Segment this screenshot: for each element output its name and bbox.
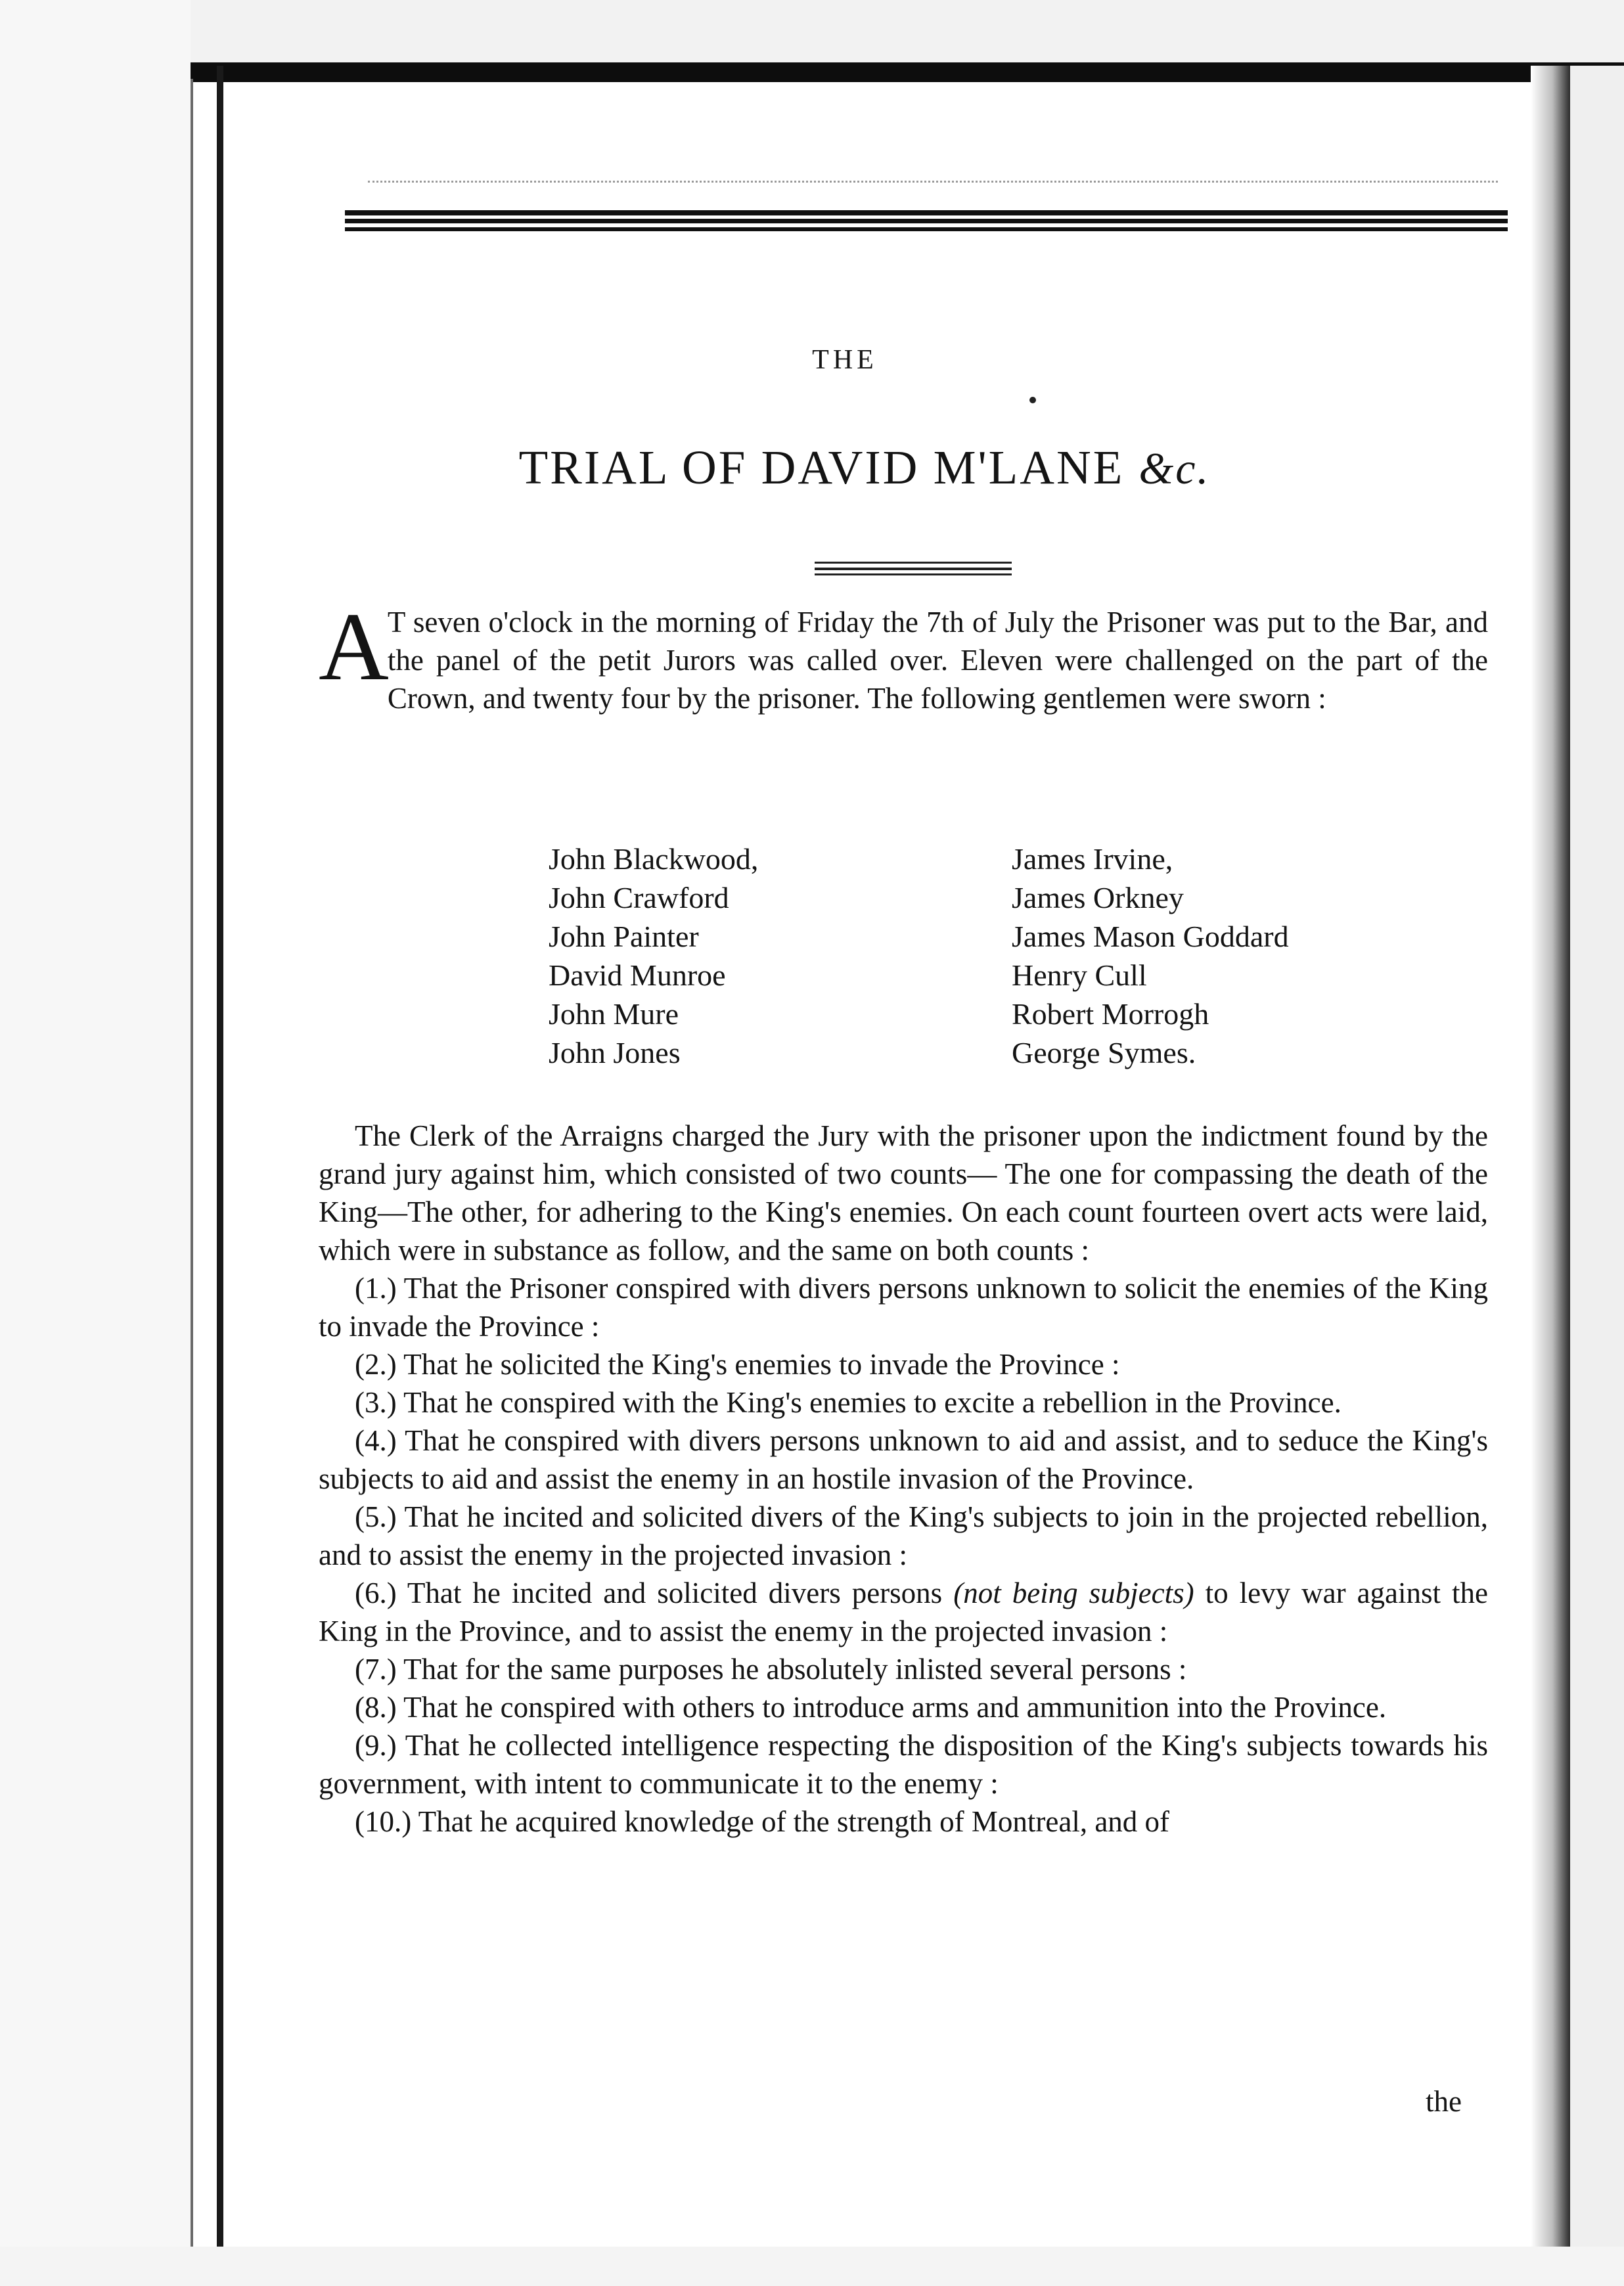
drop-cap: A <box>319 593 385 701</box>
juror-name: John Crawford <box>549 881 729 914</box>
juror-name: David Munroe <box>549 958 726 992</box>
juror-name: John Jones <box>549 1036 681 1069</box>
indictment-text <box>319 1117 1488 1841</box>
title-rule <box>815 562 1012 576</box>
overt-act-2: (2.) That he solicited the King's enemies to invade the Province : <box>355 1348 1120 1381</box>
juror-name: Henry Cull <box>1012 958 1147 992</box>
overt-act-6-end: to levy war against the King in the Province, and to assist the enemy in the projected invasion : <box>319 1577 1489 1647</box>
juror-name: John Blackwood, <box>549 842 759 876</box>
juror-name: John Painter <box>549 920 699 953</box>
scan-right-margin <box>1570 66 1624 2286</box>
juror-name: James Orkney <box>1012 881 1184 914</box>
opening-text: T seven o'clock in the morning of Friday the 7th of July the Prisoner was put to the Bar, and the panel of the petit Jurors was called over. Eleven were challenged on the part of the Crown, and twenty four by the prisoner. The following gentlemen were sworn : <box>387 606 1488 715</box>
scan-bottom-margin <box>0 2247 1624 2286</box>
header-rule <box>345 210 1508 233</box>
page-right-edge-shadow <box>1531 66 1570 2253</box>
overt-act-8: (8.) That he conspired with others to introduce arms and ammunition into the Province. <box>355 1691 1387 1724</box>
overt-act-6-start: (6.) That he incited and solicited divers persons <box>355 1577 943 1609</box>
juror-name: Robert Morrogh <box>1012 997 1209 1031</box>
overt-act-10: (10.) That he acquired knowledge of the strength of Montreal, and of <box>355 1805 1170 1838</box>
opening-paragraph <box>319 593 1488 717</box>
overt-act-4: (4.) That he conspired with divers persons unknown to aid and assist, and to seduce the King's subjects to aid and assist the enemy in an hostile invasion of the Province. <box>319 1424 1488 1495</box>
overt-act-6-italic: (not being subjects) <box>953 1577 1194 1609</box>
jurors-right-column <box>1012 840 1289 1072</box>
juror-name: James Irvine, <box>1012 842 1173 876</box>
overt-act-5: (5.) That he incited and solicited divers of the King's subjects to join in the projected rebellion, and to assist the enemy in the projected invasion : <box>319 1500 1488 1571</box>
juror-name: George Symes. <box>1012 1036 1196 1069</box>
indictment-intro: The Clerk of the Arraigns charged the Jury with the prisoner upon the indictment found by the grand jury against him, which consisted of two counts— The one for compassing the death of the King—The other, for adhering to the King's enemies. On each count fourteen overt acts were laid, which were in substance as follow, and the same on both counts : <box>319 1119 1488 1266</box>
juror-name: James Mason Goddard <box>1012 920 1289 953</box>
jurors-left-column <box>549 840 758 1072</box>
catchword: the <box>1426 2085 1462 2118</box>
overt-act-7: (7.) That for the same purposes he absolutely inlisted several persons : <box>355 1653 1187 1686</box>
overt-act-1: (1.) That the Prisoner conspired with divers persons unknown to solicit the enemies of the King to invade the Province : <box>319 1272 1488 1343</box>
overt-act-6 <box>319 1574 1488 1650</box>
bleed-through-marks <box>368 181 1498 190</box>
scan-top-margin <box>0 0 1624 62</box>
page-left-edge <box>217 66 223 2253</box>
ornament-dot <box>1029 397 1036 403</box>
title-etc: &c. <box>1139 443 1211 493</box>
page-title <box>53 440 1624 495</box>
overt-act-3: (3.) That he conspired with the King's enemies to excite a rebellion in the Province. <box>355 1386 1342 1419</box>
facing-page-margin <box>0 0 191 2286</box>
heading-the: THE <box>812 345 878 375</box>
juror-name: John Mure <box>549 997 679 1031</box>
binding-line <box>191 79 193 2247</box>
title-text: TRIAL OF DAVID M'LANE <box>518 441 1125 494</box>
overt-act-9: (9.) That he collected intelligence respecting the disposition of the King's subjects towards his government, with intent to communicate it to the enemy : <box>319 1729 1488 1800</box>
